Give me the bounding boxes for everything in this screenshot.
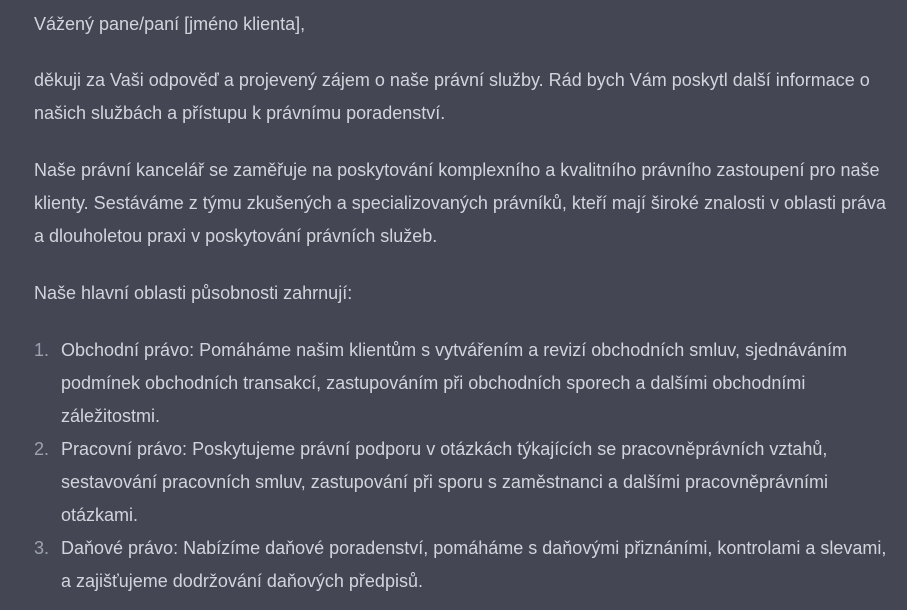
list-item-number: 3. [34, 538, 50, 558]
list-item [34, 532, 887, 598]
paragraph-areas-heading: Naše hlavní oblasti působnosti zahrnují: [34, 283, 353, 303]
paragraph-firm-description: Naše právní kancelář se zaměřuje na poskytování komplexního a kvalitního právního zastoupení pro naše klienty. Sestáváme z týmu zkušených a specializovaných právníků, kteří mají široké znalosti v oblasti práva a dlouholetou praxi v poskytování právních služeb. [34, 160, 887, 246]
list-item [34, 334, 887, 433]
list-item-text: Obchodní právo: Pomáháme našim klientům s vytvářením a revizí obchodních smluv, sjednáváním podmínek obchodních transakcí, zastupováním při obchodních sporech a dalšími obchodními záležitostmi. [61, 340, 848, 426]
list-item-text: Daňové právo: Nabízíme daňové poradenství, pomáháme s daňovými přiznáními, kontrolami a slevami, a zajišťujeme dodržování daňových předpisů. [61, 538, 887, 591]
practice-areas-list [34, 334, 887, 598]
list-item-number: 1. [34, 340, 50, 360]
list-item-text: Pracovní právo: Poskytujeme právní podporu v otázkách týkajících se pracovněprávních vztahů, sestavování pracovních smluv, zastupování při sporu s zaměstnanci a dalšími pracovněprávními otázkami. [61, 439, 829, 525]
list-item [34, 433, 887, 532]
greeting-text: Vážený pane/paní [jméno klienta], [34, 14, 306, 34]
list-item-number: 2. [34, 439, 50, 459]
paragraph-intro: děkuji za Vaši odpověď a projevený zájem o naše právní služby. Rád bych Vám poskytl další informace o našich službách a přístupu k právnímu poradenství. [34, 70, 870, 123]
